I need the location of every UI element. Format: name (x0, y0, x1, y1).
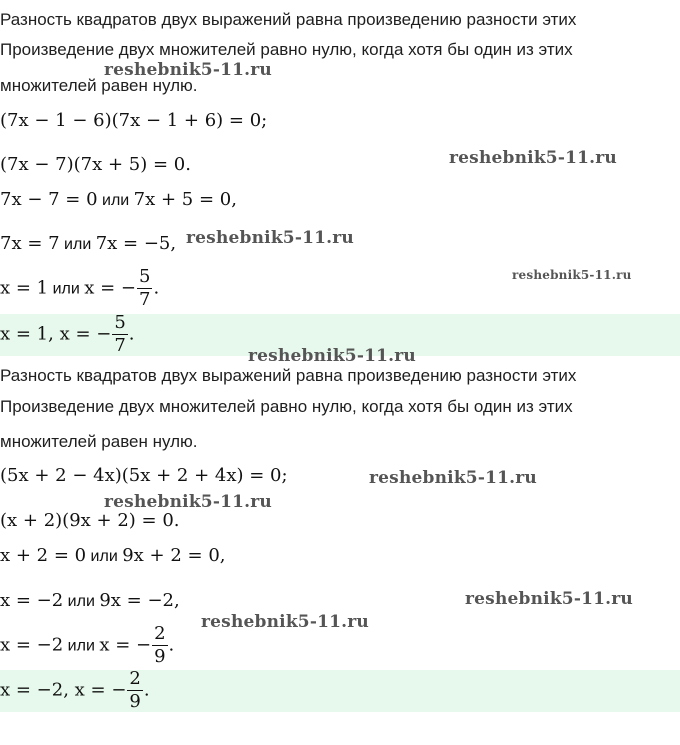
p2-answer (0, 670, 150, 711)
p2-answer-period: . (143, 679, 150, 701)
p2-eq5-denominator: 9 (154, 646, 166, 667)
p1-eq3-right: 7x + 5 = 0, (133, 189, 237, 210)
p2-eq5-or: или (63, 637, 100, 655)
watermark-3: reshebnik5-11.ru (186, 228, 354, 248)
watermark-1: reshebnik5-11.ru (104, 60, 272, 80)
p2-equation-5 (0, 625, 174, 666)
p2-answer-text: x = −2, x = − (0, 679, 127, 701)
p2-eq4-or: или (63, 593, 100, 610)
p2-eq5-fraction (152, 625, 167, 666)
p2-equation-2: (x + 2)(9x + 2) = 0. (0, 510, 180, 531)
p2-eq5-left: x = −2 (0, 634, 64, 656)
p1-eq5-numerator: 5 (139, 266, 151, 287)
p2-eq5-numerator: 2 (154, 623, 166, 644)
p1-eq5-left: x = 1 (0, 277, 49, 299)
p1-equation-5 (0, 268, 159, 309)
p2-eq3-right: 9x + 2 = 0, (122, 545, 226, 566)
p1-eq3-left: 7x − 7 = 0 (0, 189, 98, 210)
p2-eq4-left: x = −2 (0, 590, 64, 611)
p1-explanation-line-1: Разность квадратов двух выражений равна произведению разности этих (0, 10, 577, 29)
p2-equation-3 (0, 545, 226, 566)
p1-eq5-right: x = − (84, 277, 137, 299)
p2-eq5-period: . (168, 634, 175, 656)
watermark-7: reshebnik5-11.ru (104, 492, 272, 512)
watermark-6: reshebnik5-11.ru (369, 468, 537, 488)
p1-answer-period: . (128, 323, 135, 345)
watermark-5: reshebnik5-11.ru (248, 346, 416, 366)
watermark-8: reshebnik5-11.ru (465, 589, 633, 609)
p1-answer-denominator: 7 (114, 335, 126, 356)
p1-eq5-or: или (48, 280, 85, 298)
watermark-9: reshebnik5-11.ru (201, 612, 369, 632)
watermark-2: reshebnik5-11.ru (449, 148, 617, 168)
p2-eq4-right: 9x = −2, (99, 590, 180, 611)
p2-explanation-line-1: Разность квадратов двух выражений равна произведению разности этих (0, 366, 577, 385)
p2-equation-4 (0, 590, 180, 611)
p2-explanation-line-2: Произведение двух множителей равно нулю, когда хотя бы один из этих (0, 397, 573, 416)
p2-eq3-left: x + 2 = 0 (0, 545, 87, 566)
p1-explanation-line-2: Произведение двух множителей равно нулю, когда хотя бы один из этих (0, 40, 573, 59)
p2-answer-fraction (127, 670, 142, 711)
p1-eq5-fraction (137, 268, 152, 309)
p2-equation-1: (5x + 2 − 4x)(5x + 2 + 4x) = 0; (0, 465, 288, 486)
p2-answer-numerator: 2 (129, 668, 141, 689)
p1-equation-3 (0, 189, 237, 210)
p1-equation-1: (7x − 1 − 6)(7x − 1 + 6) = 0; (0, 110, 268, 131)
p1-explanation-line-3: множителей равен нулю. (0, 76, 198, 95)
p1-eq4-right: 7x = −5, (95, 233, 177, 254)
p2-eq5-right: x = − (99, 634, 152, 656)
p1-answer-fraction (112, 314, 127, 355)
p1-eq5-period: . (153, 277, 160, 299)
p1-equation-2: (7x − 7)(7x + 5) = 0. (0, 154, 191, 175)
p1-equation-4 (0, 233, 176, 254)
p1-eq5-denominator: 7 (139, 289, 151, 310)
p1-eq4-left: 7x = 7 (0, 233, 60, 254)
p2-answer-denominator: 9 (129, 691, 141, 712)
p2-explanation-line-3: множителей равен нулю. (0, 432, 198, 451)
watermark-4: reshebnik5-11.ru (512, 268, 632, 282)
p1-answer-numerator: 5 (114, 312, 126, 333)
p2-eq3-or: или (86, 548, 123, 565)
p1-eq4-or: или (59, 236, 96, 253)
p1-answer (0, 314, 135, 355)
p1-answer-text: x = 1, x = − (0, 323, 112, 345)
p1-eq3-or: или (97, 192, 134, 209)
